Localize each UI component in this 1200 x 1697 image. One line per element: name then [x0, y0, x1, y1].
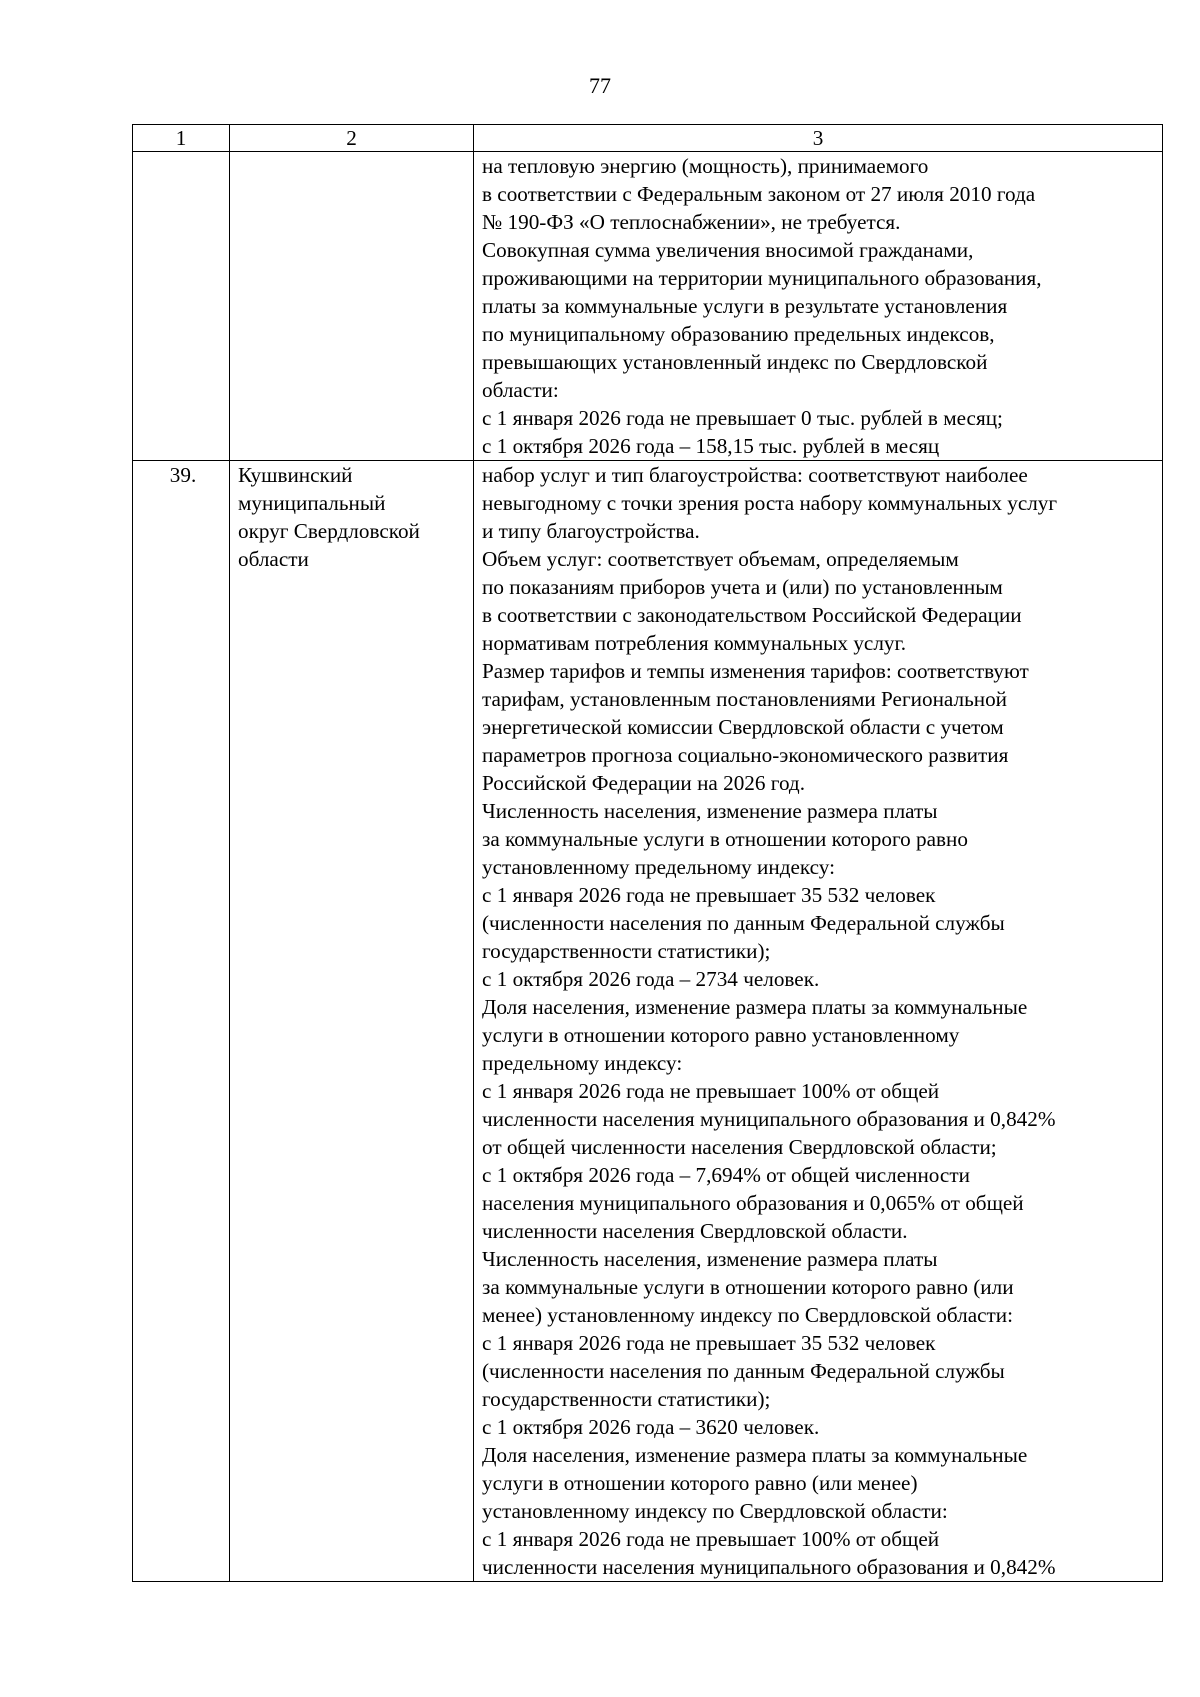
- text-line: с 1 января 2026 года не превышает 0 тыс. рублей в месяц;: [482, 406, 1003, 430]
- text-line: услуги в отношении которого равно установленному: [482, 1023, 960, 1047]
- text-line: № 190-ФЗ «О теплоснабжении», не требуется.: [482, 210, 901, 234]
- document-table: [132, 124, 1163, 1582]
- text-line: с 1 октября 2026 года – 3620 человек.: [482, 1415, 820, 1439]
- text-line: численности населения муниципального образования и 0,842%: [482, 1107, 1056, 1131]
- text-line: предельному индексу:: [482, 1051, 683, 1075]
- text-line: по муниципальному образованию предельных индексов,: [482, 322, 995, 346]
- text-line: Совокупная сумма увеличения вносимой гражданами,: [482, 238, 974, 262]
- row-39-municipality: [230, 461, 474, 1582]
- text-line: с 1 января 2026 года не превышает 100% от общей: [482, 1079, 940, 1103]
- municipality-name-line: округ Свердловской: [238, 519, 420, 543]
- text-line: проживающими на территории муниципального образования,: [482, 266, 1042, 290]
- text-line: за коммунальные услуги в отношении которого равно: [482, 827, 968, 851]
- text-line: численности населения муниципального образования и 0,842%: [482, 1555, 1056, 1579]
- text-line: Доля населения, изменение размера платы за коммунальные: [482, 1443, 1028, 1467]
- row-39-number: 39.: [133, 461, 230, 1582]
- table-row-continuation: [133, 152, 1163, 461]
- text-line: с 1 октября 2026 года – 2734 человек.: [482, 967, 820, 991]
- text-line: нормативам потребления коммунальных услуг.: [482, 631, 907, 655]
- text-line: с 1 января 2026 года не превышает 35 532 человек: [482, 883, 936, 907]
- text-line: параметров прогноза социально-экономического развития: [482, 743, 1009, 767]
- text-line: тарифам, установленным постановлениями Региональной: [482, 687, 1008, 711]
- text-line: Численность населения, изменение размера платы: [482, 1247, 938, 1271]
- text-line: установленному предельному индексу:: [482, 855, 835, 879]
- text-line: области:: [482, 378, 559, 402]
- text-line: численности населения Свердловской области.: [482, 1219, 908, 1243]
- text-line: Объем услуг: соответствует объемам, определяемым: [482, 547, 959, 571]
- text-line: по показаниям приборов учета и (или) по установленным: [482, 575, 1003, 599]
- municipality-name-line: Кушвинский: [238, 463, 353, 487]
- text-line: с 1 января 2026 года не превышает 35 532 человек: [482, 1331, 936, 1355]
- page-number: 77: [589, 73, 611, 98]
- header-col-1: 1: [133, 125, 230, 152]
- row-continuation-name: [230, 152, 474, 461]
- text-line: с 1 октября 2026 года – 158,15 тыс. рублей в месяц: [482, 434, 940, 458]
- text-line: с 1 октября 2026 года – 7,694% от общей численности: [482, 1163, 970, 1187]
- text-line: менее) установленному индексу по Свердловской области:: [482, 1303, 1014, 1327]
- text-line: и типу благоустройства.: [482, 519, 700, 543]
- text-line: Доля населения, изменение размера платы за коммунальные: [482, 995, 1028, 1019]
- text-line: энергетической комиссии Свердловской области с учетом: [482, 715, 1004, 739]
- text-line: населения муниципального образования и 0,065% от общей: [482, 1191, 1024, 1215]
- text-line: установленному индексу по Свердловской области:: [482, 1499, 948, 1523]
- row-continuation-text: [474, 152, 1163, 461]
- text-line: (численности населения по данным Федеральной службы: [482, 1359, 1005, 1383]
- text-line: на тепловую энергию (мощность), принимаемого: [482, 154, 929, 178]
- municipality-name-line: муниципальный: [238, 491, 386, 515]
- text-line: в соответствии с Федеральным законом от 27 июля 2010 года: [482, 182, 1036, 206]
- header-col-2: 2: [230, 125, 474, 152]
- text-line: превышающих установленный индекс по Свердловской: [482, 350, 988, 374]
- row-39-text: [474, 461, 1163, 1582]
- table-header-row: [133, 125, 1163, 152]
- text-line: государственности статистики);: [482, 1387, 771, 1411]
- text-line: услуги в отношении которого равно (или менее): [482, 1471, 918, 1495]
- text-line: невыгодному с точки зрения роста набору коммунальных услуг: [482, 491, 1058, 515]
- text-line: набор услуг и тип благоустройства: соответствуют наиболее: [482, 463, 1028, 487]
- text-line: в соответствии с законодательством Российской Федерации: [482, 603, 1022, 627]
- text-line: от общей численности населения Свердловской области;: [482, 1135, 997, 1159]
- text-line: за коммунальные услуги в отношении которого равно (или: [482, 1275, 1014, 1299]
- table-row-39: [133, 461, 1163, 1582]
- text-line: платы за коммунальные услуги в результате установления: [482, 294, 1008, 318]
- text-line: Численность населения, изменение размера платы: [482, 799, 938, 823]
- header-col-3: 3: [474, 125, 1163, 152]
- text-line: Российской Федерации на 2026 год.: [482, 771, 806, 795]
- text-line: (численности населения по данным Федеральной службы: [482, 911, 1005, 935]
- municipality-name-line: области: [238, 547, 309, 571]
- text-line: государственности статистики);: [482, 939, 771, 963]
- text-line: Размер тарифов и темпы изменения тарифов: соответствуют: [482, 659, 1029, 683]
- row-continuation-number: [133, 152, 230, 461]
- text-line: с 1 января 2026 года не превышает 100% от общей: [482, 1527, 940, 1551]
